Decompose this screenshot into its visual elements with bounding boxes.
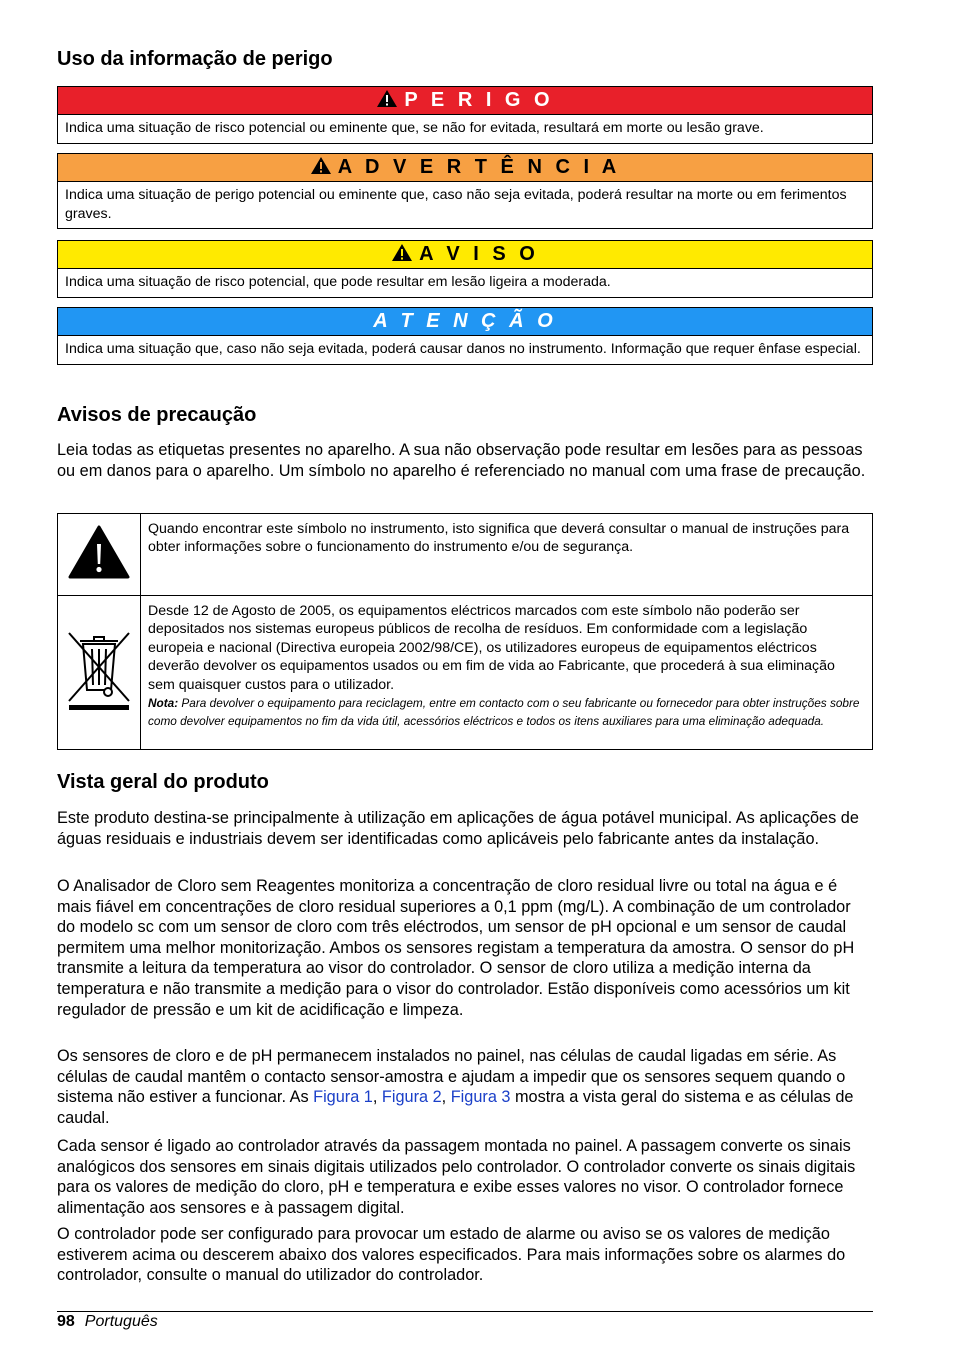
warning-triangle-icon <box>376 89 398 108</box>
precaution-intro: Leia todas as etiquetas presentes no aparelho. A sua não observação pode resultar em lesões para as pessoas ou em danos para o aparelho. Um símbolo no aparelho é referenciado no manual com uma frase de precaução. <box>57 441 866 480</box>
page-number: 98 <box>57 1313 75 1330</box>
section-title-hazard-info: Uso da informação de perigo <box>57 48 333 70</box>
overview-paragraph-1: Este produto destina-se principalmente à utilização em aplicações de água potável municipal. As aplicações de águas residuais e industriais devem ser identificadas como aplicáveis pelo fabricante antes da instalação. <box>57 809 859 848</box>
p3-start: Os sensores de cloro e de pH permanecem instalados no painel, nas células de caudal ligadas em série. As células de caudal mantêm o contacto sensor-amostra e ajudam a impedir que os sensores sequem quando o sistema não estiver a funcionar. As <box>57 1047 846 1107</box>
precaution-icon-cell <box>58 514 141 596</box>
hazard-text-warning: Indica uma situação de perigo potencial ou eminente que, caso não seja evitada, poderá resultar na morte ou em ferimentos graves. <box>65 187 847 222</box>
hazard-box-caution <box>57 240 873 298</box>
figure-3-link[interactable]: Figura 3 <box>450 1088 511 1107</box>
precaution-table <box>57 513 873 750</box>
hazard-text-notice: Indica uma situação que, caso não seja evitada, poderá causar danos no instrumento. Informação que requer ênfase especial. <box>65 341 861 357</box>
hazard-box-danger <box>57 86 873 144</box>
separator: , <box>441 1088 451 1107</box>
hazard-label-danger: P E R I G O <box>404 89 554 111</box>
overview-paragraph-2: O Analisador de Cloro sem Reagentes monitoriza a concentração de cloro residual livre ou total na água e é mais fiável em concentrações de cloro residual superiores a 0,1 ppm (mg/L). A combinação de um controlador do modelo sc com um sensor de cloro com três eléctrodos, um sensor de pH opcional e um sensor de caudal permitem uma melhor monitorização. Ambos os sensores registam a temperatura da amostra. O sensor do pH transmite a leitura da temperatura ao visor do controlador. O sensor de cloro utiliza a medição interna da temperatura e não transmite a medição para o visor do controlador. Estão disponíveis como acessórios um kit regulador de pressão e um kit de acidificação e limpeza. <box>57 877 855 1019</box>
overview-paragraph-5: O controlador pode ser configurado para provocar um estado de alarme ou aviso se os valores de medição estiverem acima ou descerem abaixo dos valores especificados. Para mais informações sobre os alarmes do controlador, consulte o manual do utilizador do controlador. <box>57 1225 846 1285</box>
hazard-header-notice <box>58 308 872 336</box>
warning-triangle-icon <box>310 156 332 175</box>
hazard-label-caution: A V I S O <box>419 243 539 265</box>
table-row <box>58 514 873 596</box>
footer <box>57 1313 158 1331</box>
figure-2-link[interactable]: Figura 2 <box>381 1088 442 1107</box>
separator: , <box>372 1088 382 1107</box>
warning-triangle-icon <box>391 243 413 262</box>
note-text: Para devolver o equipamento para reciclagem, entre em contacto com o seu fabricante ou fornecedor para obter instruções sobre como devolver equipamentos no fim da vida útil, acessórios eléctricos e todos os itens auxiliares para uma eliminação adequada. <box>148 696 860 729</box>
weee-note <box>148 696 859 728</box>
hazard-box-notice <box>57 307 873 365</box>
hazard-text-danger: Indica uma situação de risco potencial ou eminente que, se não for evitada, resultará em morte ou lesão grave. <box>65 120 764 136</box>
section-title-precaution: Avisos de precaução <box>57 404 257 426</box>
p3-end: mostra a vista geral do sistema e as células de caudal. <box>57 1088 854 1127</box>
warning-triangle-icon <box>68 524 130 580</box>
figure-1-link[interactable]: Figura 1 <box>313 1088 373 1107</box>
precaution-icon-cell <box>58 596 141 750</box>
hazard-header-warning <box>58 154 872 182</box>
hazard-label-warning: A D V E R T Ê N C I A <box>337 156 621 178</box>
footer-divider <box>57 1311 873 1312</box>
hazard-label-notice: A T E N Ç Ã O <box>373 310 557 332</box>
footer-language: Português <box>84 1313 158 1330</box>
hazard-header-danger <box>58 87 872 115</box>
weee-text: Desde 12 de Agosto de 2005, os equipamentos eléctricos marcados com este símbolo não poderão ser depositados nos sistemas europeus públicos de recolha de resíduos. Em conformidade com a legislação europeia e nacional (Directiva europeia 2002/98/CE), os utilizadores europeus de equipamentos eléctricos deverão devolver os equipamentos usados ou em fim de vida ao Fabricante, que procederá à sua eliminação sem quaisquer custos para o utilizador. <box>148 603 835 693</box>
overview-paragraph-3 <box>57 1046 873 1128</box>
precaution-text: Quando encontrar este símbolo no instrumento, isto significa que deverá consultar o manual de instruções para obter informações sobre o funcionamento do instrumento e/ou de segurança. <box>141 514 873 596</box>
note-label: Nota: <box>148 696 179 711</box>
hazard-box-warning <box>57 153 873 229</box>
crossed-out-bin-icon <box>66 629 132 711</box>
hazard-header-caution <box>58 241 872 269</box>
section-title-overview: Vista geral do produto <box>57 771 269 793</box>
precaution-text-weee <box>141 596 873 750</box>
overview-paragraph-4: Cada sensor é ligado ao controlador através da passagem montada no painel. A passagem converte os sinais analógicos dos sensores em sinais digitais utilizados pelo controlador. O controlador converte os sinais digitais para os valores de medição do cloro, pH e temperatura e exibe esses valores no visor. O controlador fornece alimentação aos sensores e à passagem digital. <box>57 1137 856 1217</box>
table-row <box>58 596 873 750</box>
hazard-text-caution: Indica uma situação de risco potencial, que pode resultar em lesão ligeira a moderada. <box>65 274 611 290</box>
